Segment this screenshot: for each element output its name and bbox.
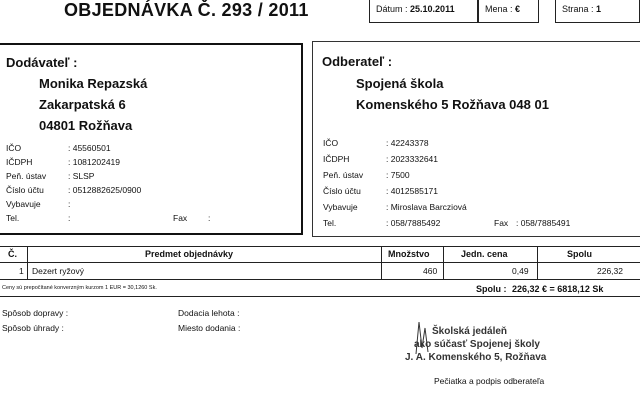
row-no: 1	[19, 266, 24, 276]
customer-bank-value: : 7500	[386, 170, 410, 180]
signature-label: Pečiatka a podpis odberateľa	[434, 376, 545, 386]
supplier-handler-label: Vybavuje	[6, 199, 41, 209]
customer-icdph-value: : 2023332641	[386, 154, 438, 164]
conversion-note: Ceny sú prepočítané konverzným kurzom 1 EUR = 30,1260 Sk.	[2, 285, 157, 291]
customer-tel-value: : 058/7885492	[386, 218, 441, 228]
shipping-label: Spôsob dopravy :	[2, 308, 69, 318]
currency-label: Mena :	[485, 4, 513, 14]
table-header-rule	[0, 262, 640, 263]
supplier-icdph-value: : 1081202419	[68, 157, 120, 167]
supplier-name: Monika Repazská	[39, 76, 148, 91]
customer-fax-label: Fax	[494, 218, 509, 228]
supplier-account-value: : 0512882625/0900	[68, 185, 142, 195]
customer-account-value: : 4012585171	[386, 186, 438, 196]
delivery-place-label: Miesto dodania :	[178, 323, 241, 333]
header-item: Predmet objednávky	[145, 249, 234, 259]
delivery-deadline-label: Dodacia lehota :	[178, 308, 240, 318]
date-value: 25.10.2011	[410, 4, 455, 14]
supplier-street: Zakarpatská 6	[39, 97, 126, 112]
customer-handler-value: : Miroslava Barcziová	[386, 202, 467, 212]
supplier-tel-label: Tel.	[6, 213, 20, 223]
page-label: Strana :	[562, 4, 594, 14]
row-unit-price: 0,49	[512, 266, 529, 276]
customer-account-label: Číslo účtu	[323, 186, 361, 196]
header-no: Č.	[8, 249, 17, 259]
supplier-box	[0, 43, 303, 235]
customer-address: Komenského 5 Rožňava 048 01	[356, 97, 549, 112]
page-value: 1	[596, 4, 602, 14]
supplier-fax-label: Fax	[173, 213, 188, 223]
currency-value: €	[515, 4, 521, 14]
page-box	[555, 0, 640, 23]
supplier-city: 04801 Rožňava	[39, 118, 133, 133]
supplier-fax-value: :	[208, 213, 211, 223]
stamp-line-2: ako súčasť Spojenej školy	[414, 339, 540, 350]
currency-box	[478, 0, 539, 23]
date-label: Dátum :	[376, 4, 408, 14]
customer-ico-value: : 42243378	[386, 138, 429, 148]
total-label: Spolu :	[476, 284, 507, 294]
row-total: 226,32	[597, 266, 623, 276]
row-qty: 460	[423, 266, 438, 276]
table-top-rule	[0, 246, 640, 247]
customer-bank-label: Peň. ústav	[323, 170, 364, 180]
total-value: 226,32 € = 6818,12 Sk	[512, 284, 604, 294]
customer-name: Spojená škola	[356, 76, 444, 91]
header-unit-price: Jedn. cena	[461, 249, 508, 259]
supplier-bank-value: : SLSP	[68, 171, 95, 181]
customer-label: Odberateľ :	[322, 54, 393, 69]
supplier-ico-label: IČO	[6, 143, 22, 153]
date-box	[369, 0, 478, 23]
supplier-bank-label: Peň. ústav	[6, 171, 47, 181]
table-bottom-rule	[0, 296, 640, 297]
payment-label: Spôsob úhrady :	[2, 323, 64, 333]
header-total: Spolu	[567, 249, 592, 259]
supplier-handler-value: :	[68, 199, 71, 209]
col-divider-item	[381, 246, 382, 279]
document-title: OBJEDNÁVKA Č. 293 / 2011	[64, 0, 309, 20]
supplier-account-label: Číslo účtu	[6, 185, 44, 195]
customer-icdph-label: IČDPH	[323, 154, 350, 164]
col-divider-no	[27, 246, 28, 279]
row-item: Dezert ryžový	[32, 266, 84, 276]
supplier-tel-value: :	[68, 213, 71, 223]
supplier-label: Dodávateľ :	[6, 55, 78, 70]
header-qty: Množstvo	[388, 249, 430, 259]
stamp-line-1: Školská jedáleň	[432, 326, 508, 337]
table-row-rule	[0, 279, 640, 280]
supplier-icdph-label: IČDPH	[6, 157, 33, 167]
stamp-line-3: J. A. Komenského 5, Rožňava	[405, 352, 547, 363]
customer-ico-label: IČO	[323, 138, 339, 148]
customer-handler-label: Vybavuje	[323, 202, 358, 212]
customer-tel-label: Tel.	[323, 218, 337, 228]
col-divider-price	[537, 246, 538, 279]
supplier-ico-value: : 45560501	[68, 143, 111, 153]
customer-fax-value: : 058/7885491	[516, 218, 571, 228]
col-divider-qty	[443, 246, 444, 279]
customer-box	[312, 41, 640, 237]
